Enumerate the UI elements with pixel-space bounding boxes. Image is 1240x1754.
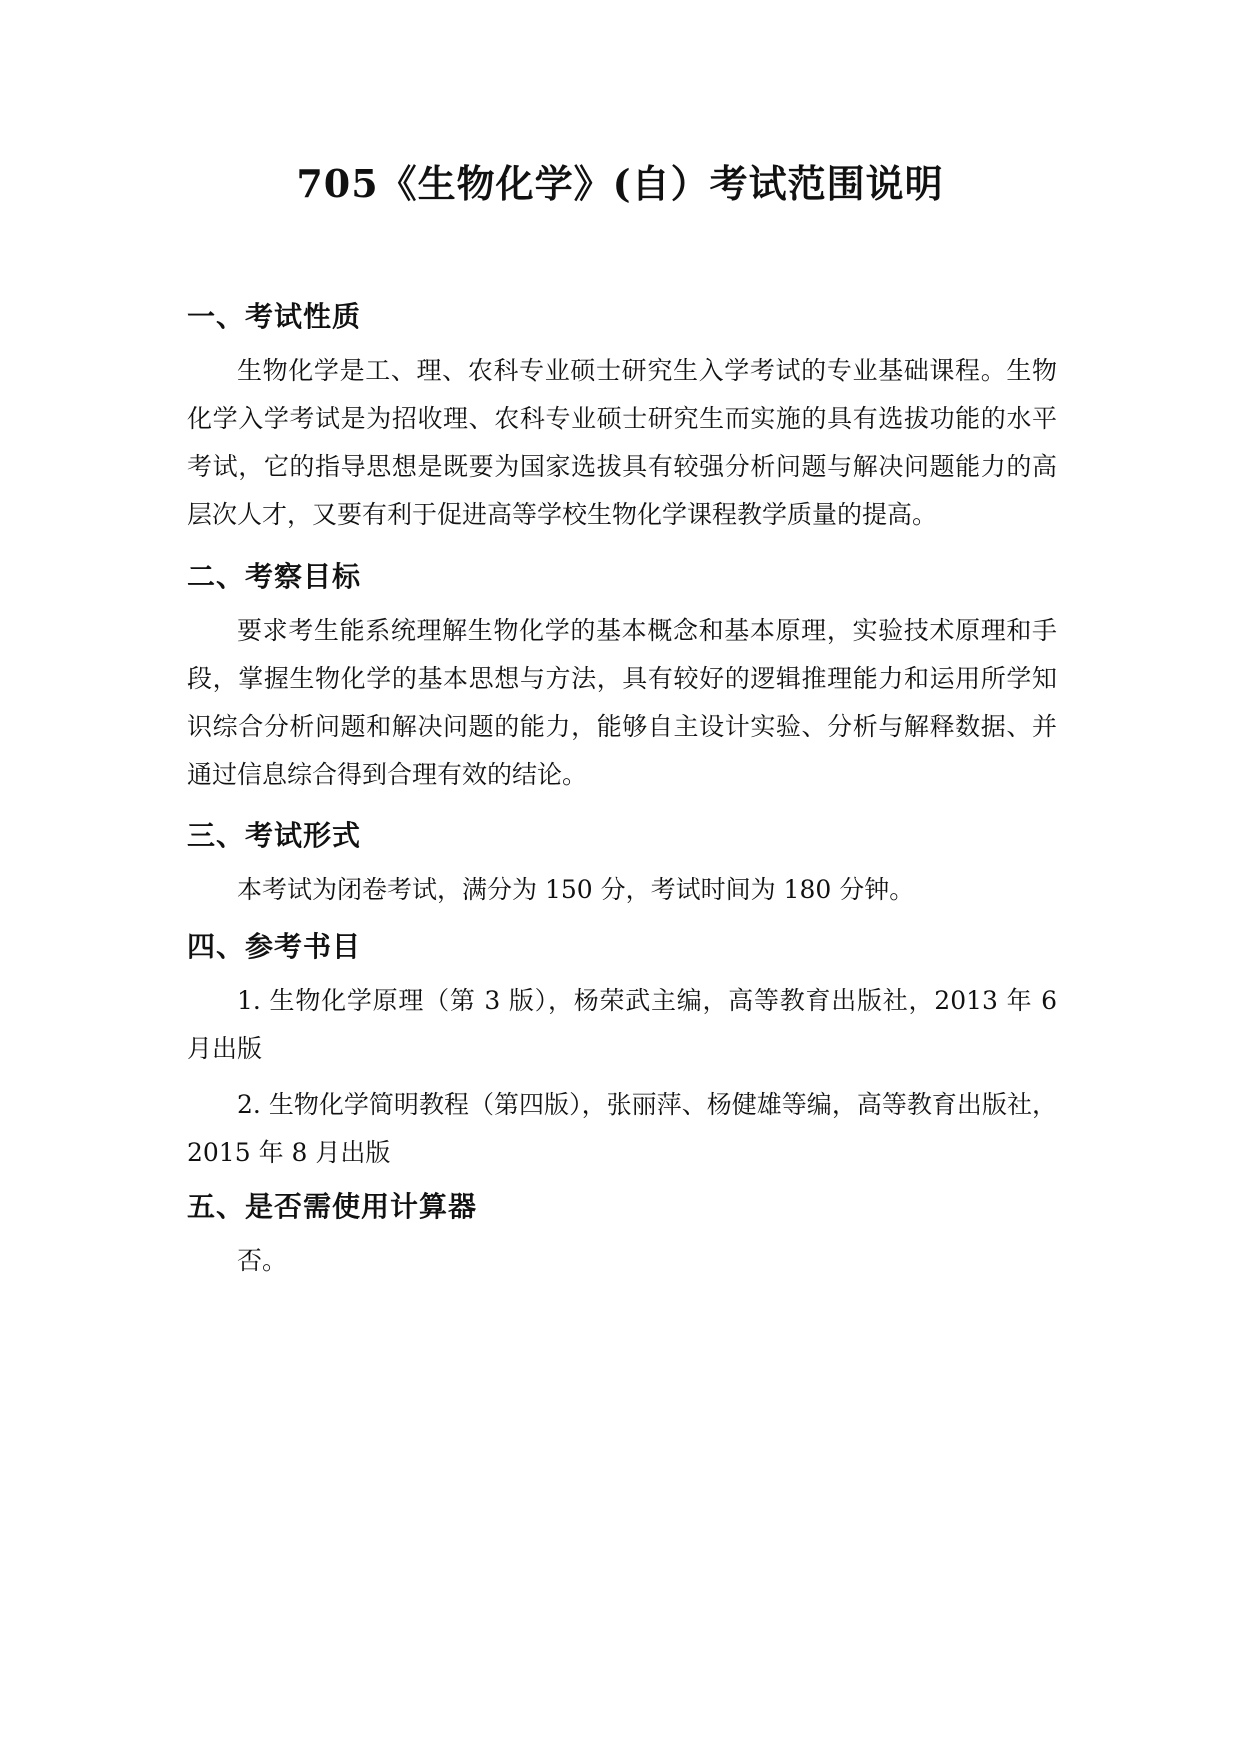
section-paragraph-exam-format: 本考试为闭卷考试，满分为 150 分，考试时间为 180 分钟。 (237, 875, 915, 904)
page-title: 705《生物化学》(自）考试范围说明 (296, 161, 944, 206)
section-heading-exam-nature: 一、考试性质 (187, 300, 362, 333)
section-heading-calculator-use: 五、是否需使用计算器 (187, 1190, 478, 1223)
section-heading-assessment-goals: 二、考察目标 (187, 560, 362, 593)
section-paragraph-calculator-use: 否。 (237, 1246, 288, 1275)
section-heading-reference-books: 四、参考书目 (187, 930, 362, 963)
reference-book-item: 2. 生物化学简明教程（第四版），张丽萍、杨健雄等编，高等教育出版社，2015 年 8 月出版 (187, 1090, 1057, 1167)
reference-book-item: 1. 生物化学原理（第 3 版），杨荣武主编，高等教育出版社，2013 年 6 月出版 (187, 986, 1057, 1063)
section-paragraph-assessment-goals: 要求考生能系统理解生物化学的基本概念和基本原理，实验技术原理和手段，掌握生物化学的基本思想与方法，具有较好的逻辑推理能力和运用所学知识综合分析问题和解决问题的能力，能够自主设计实验、分析与解释数据、并通过信息综合得到合理有效的结论。 (187, 616, 1057, 789)
section-paragraph-exam-nature: 生物化学是工、理、农科专业硕士研究生入学考试的专业基础课程。生物化学入学考试是为招收理、农科专业硕士研究生而实施的具有选拔功能的水平考试，它的指导思想是既要为国家选拔具有较强分析问题与解决问题能力的高层次人才，又要有利于促进高等学校生物化学课程教学质量的提高。 (187, 356, 1057, 529)
section-heading-exam-format: 三、考试形式 (187, 819, 362, 852)
